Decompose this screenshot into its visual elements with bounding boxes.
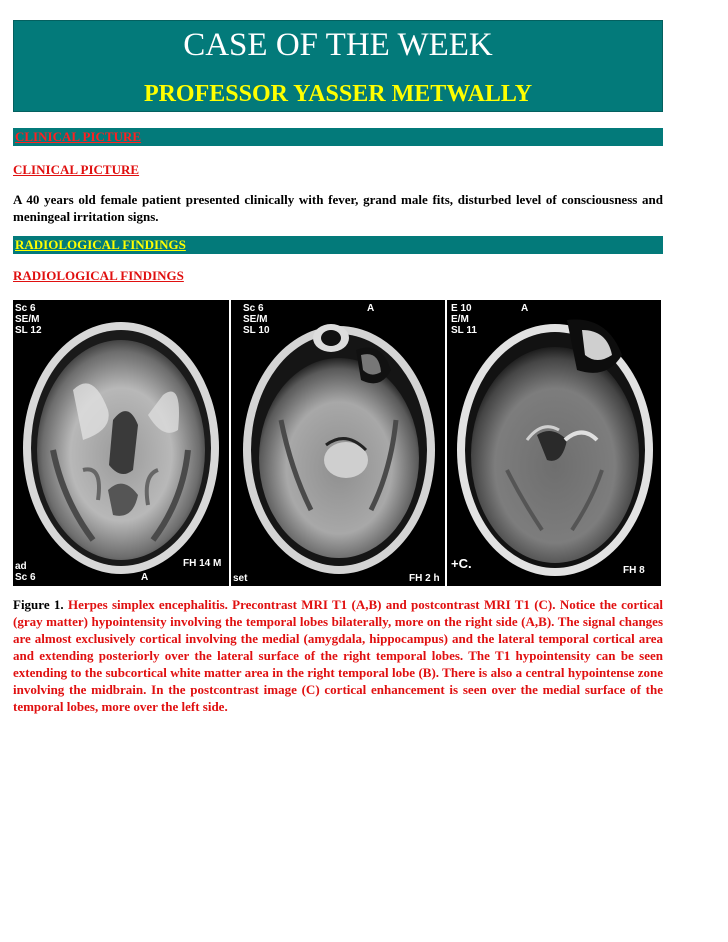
image-a-bottom-left-label: ad Sc 6 bbox=[15, 561, 36, 583]
mri-image-c bbox=[447, 300, 661, 586]
page-title: CASE OF THE WEEK bbox=[183, 27, 493, 63]
clinical-text: A 40 years old female patient presented clinically with fever, grand male fits, disturbed level of consciousness and meningeal irritation signs. bbox=[13, 192, 663, 224]
section-link-clinical[interactable]: CLINICAL PICTURE bbox=[15, 129, 142, 144]
section-bar-radiology bbox=[13, 236, 663, 254]
image-c-bottom-left-label: +C. bbox=[451, 556, 472, 571]
image-b-top-label: Sc 6 SE/M SL 10 bbox=[243, 303, 270, 336]
radiology-heading[interactable]: RADIOLOGICAL FINDINGS bbox=[13, 268, 184, 283]
title-banner bbox=[13, 20, 663, 112]
image-c-top-label: E 10 E/M SL 11 bbox=[451, 303, 477, 336]
section-bar-clinical bbox=[13, 128, 663, 146]
figure-caption-text: Herpes simplex encephalitis. Precontrast MRI T1 (A,B) and postcontrast MRI T1 (C). Notice the cortical (gray matter) hypointensity involving the temporal lobes bilaterally, more on the right side (A,B). The signal changes are almost exclusively cortical involving the medial (amygdala, hippocampus) and the lateral temporal cortical area and extending posteriorly over the lateral surface of the right temporal lobes. The T1 hypointensity can be seen extending to the subcortical white matter area in the right temporal lobe (B). There is also a central hypointense zone involving the midbrain. In the postcontrast image (C) cortical enhancement is seen over the medial surface of the temporal lobes, more over the left side. bbox=[13, 597, 663, 714]
image-b-orientation-label: A bbox=[367, 303, 375, 314]
mri-scan-b-graphic bbox=[231, 300, 445, 586]
image-a-top-label: Sc 6 SE/M SL 12 bbox=[15, 303, 42, 336]
image-b-bottom-left-label: set bbox=[233, 573, 248, 584]
image-b-bottom-right-label: FH 2 h bbox=[409, 573, 440, 584]
mri-scan-c-graphic bbox=[447, 300, 661, 586]
section-link-radiology[interactable]: RADIOLOGICAL FINDINGS bbox=[15, 237, 186, 252]
mri-figure bbox=[13, 300, 663, 586]
clinical-heading[interactable]: CLINICAL PICTURE bbox=[13, 162, 140, 177]
mri-image-b bbox=[231, 300, 445, 586]
mri-scan-a-graphic bbox=[13, 300, 229, 586]
author-name: PROFESSOR YASSER METWALLY bbox=[143, 81, 533, 107]
figure-label: Figure 1. bbox=[13, 597, 64, 612]
figure-caption bbox=[13, 596, 663, 715]
mri-image-a bbox=[13, 300, 229, 586]
image-a-orientation-label: A bbox=[141, 572, 149, 583]
image-c-orientation-label: A bbox=[521, 303, 529, 314]
image-a-bottom-right-label: FH 14 M bbox=[183, 558, 222, 569]
image-c-bottom-right-label: FH 8 bbox=[623, 565, 645, 576]
